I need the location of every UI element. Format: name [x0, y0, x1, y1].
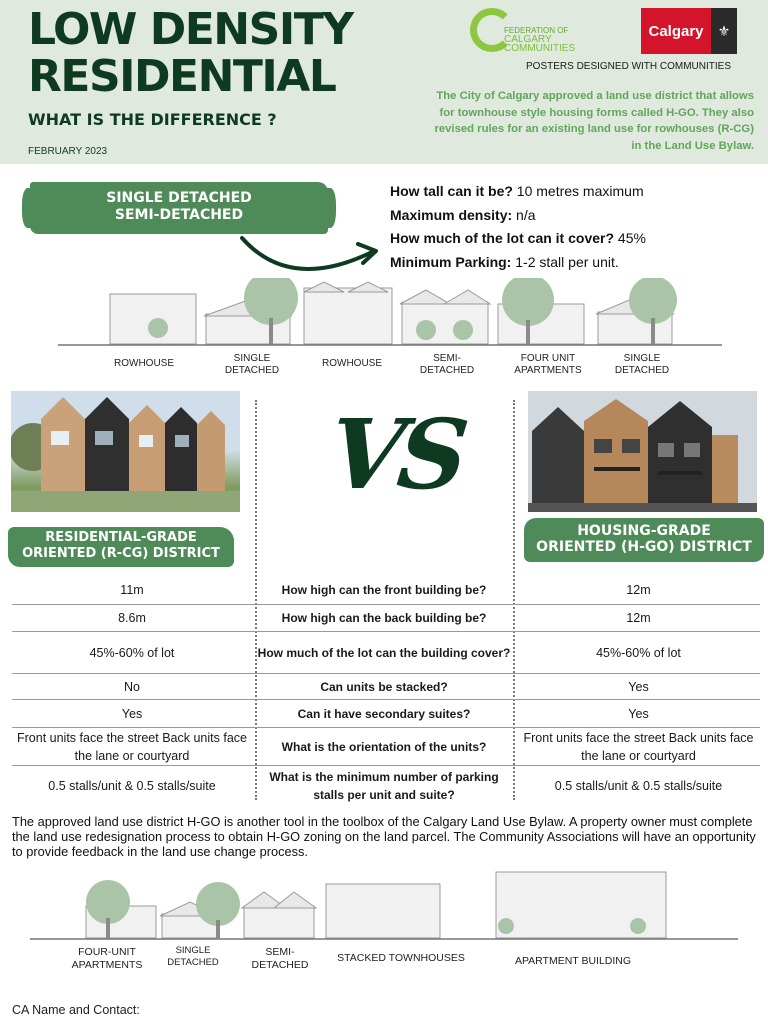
bottom-label-single-detached: SINGLE DETACHED	[167, 945, 219, 968]
posters-credit: POSTERS DESIGNED WITH COMMUNITIES	[526, 61, 732, 72]
rcg-label-line1: RESIDENTIAL-GRADE	[45, 530, 197, 545]
federation-logo-line1: FEDERATION OF	[504, 26, 569, 35]
publish-date: FEBRUARY 2023	[28, 146, 108, 157]
single-detached-label-line1: SINGLE DETACHED	[106, 190, 252, 206]
hgo-value: Front units face the street Back units face the lane or courtyard	[523, 730, 754, 763]
comparison-table	[12, 576, 760, 806]
question: How high can the front building be?	[281, 583, 487, 597]
bottom-streetscape-illustration	[30, 868, 738, 944]
table-row	[12, 576, 760, 605]
street-label-semi-detached: SEMI- DETACHED	[419, 353, 475, 376]
intro-text: The City of Calgary approved a land use district that allows for townhouse style housing forms called H-GO. They also revised rules for an existing land use for rowhouses (R-CG) in the Land Use Bylaw.	[434, 90, 754, 152]
hgo-townhouse-image	[528, 391, 757, 512]
hgo-value: Yes	[628, 706, 649, 721]
rcg-district-label	[8, 527, 234, 567]
curved-arrow-icon	[230, 232, 390, 280]
bottom-label-apartment-building: APARTMENT BUILDING	[514, 955, 632, 967]
street-label-rowhouse-1: ROWHOUSE	[114, 358, 174, 369]
rcg-value: Yes	[121, 706, 143, 721]
bottom-label-stacked-townhouses: STACKED TOWNHOUSES	[337, 952, 465, 964]
hgo-photo	[528, 391, 757, 512]
single-detached-facts	[390, 180, 646, 274]
hgo-district-label	[524, 518, 764, 562]
table-row	[12, 700, 760, 728]
hgo-value: Yes	[628, 679, 649, 694]
explanation-paragraph: The approved land use district H-GO is another tool in the toolbox of the Calgary Land Use Bylaw. A property owner must complete the land use redesignation process to obtain H-GO zoning on the land parcel. The Community Associations will have an opportunity to provide feedback in the land use change process.	[12, 814, 756, 859]
hgo-value: 12m	[626, 611, 651, 625]
ca-contact: CA Name and Contact:	[12, 1003, 140, 1017]
federation-logo	[470, 8, 620, 54]
table-row	[12, 766, 760, 806]
question: Can units be stacked?	[320, 679, 448, 694]
hgo-value: 12m	[626, 583, 651, 597]
rcg-rowhouse-image	[11, 391, 240, 512]
rcg-value: 8.6m	[118, 611, 146, 625]
rcg-value: 45%-60% of lot	[89, 645, 175, 660]
question: How high can the back building be?	[281, 611, 487, 625]
hgo-label-line2: ORIENTED (H-GO) DISTRICT	[536, 539, 752, 555]
street-label-four-unit: FOUR UNIT APARTMENTS	[514, 353, 582, 376]
hgo-value: 45%-60% of lot	[596, 645, 681, 660]
table-row	[12, 674, 760, 700]
hgo-label-line1: HOUSING-GRADE	[577, 523, 711, 539]
single-detached-label-line2: SEMI-DETACHED	[114, 207, 244, 223]
page-title	[28, 6, 353, 100]
table-row	[12, 605, 760, 632]
rcg-value: Front units face the street Back units face the lane or courtyard	[17, 730, 247, 763]
hgo-value: 0.5 stalls/unit & 0.5 stalls/suite	[554, 779, 723, 793]
fact-lot-cover: How much of the lot can it cover? 45%	[390, 230, 646, 246]
page-subtitle: WHAT IS THE DIFFERENCE ?	[28, 110, 277, 129]
rcg-photo	[11, 391, 240, 512]
single-detached-label	[30, 182, 328, 234]
question: Can it have secondary suites?	[297, 706, 471, 721]
vs-graphic: VS	[324, 398, 468, 511]
street-label-single-detached-2: SINGLE DETACHED	[614, 353, 670, 376]
rcg-value: No	[124, 679, 140, 694]
fact-density: Maximum density: n/a	[390, 206, 536, 223]
bottom-label-four-unit: FOUR-UNIT APARTMENTS	[71, 946, 143, 971]
streetscape-illustration	[58, 278, 722, 350]
question: What is the orientation of the units?	[281, 739, 487, 754]
fact-parking: Minimum Parking: 1-2 stall per unit.	[390, 253, 619, 270]
question: How much of the lot can the building cover?	[257, 645, 511, 660]
question: What is the minimum number of parking stalls per unit and suite?	[269, 770, 499, 802]
rcg-label-line2: ORIENTED (R-CG) DISTRICT	[22, 546, 220, 561]
federation-logo-line2: CALGARY COMMUNITIES	[504, 34, 576, 54]
calgary-wordmark: Calgary	[641, 8, 711, 54]
street-label-single-detached-1: SINGLE DETACHED	[224, 353, 280, 376]
calgary-crest-icon: ⚜	[711, 8, 737, 54]
title-line-1: LOW DENSITY	[28, 4, 353, 55]
rcg-value: 11m	[120, 583, 144, 597]
header-banner	[0, 0, 768, 164]
rcg-value: 0.5 stalls/unit & 0.5 stalls/suite	[48, 779, 216, 793]
table-row	[12, 632, 760, 674]
bottom-label-semi-detached: SEMI- DETACHED	[251, 946, 309, 971]
street-label-rowhouse-2: ROWHOUSE	[322, 358, 382, 369]
fact-height: How tall can it be? 10 metres maximum	[390, 183, 644, 199]
table-row	[12, 728, 760, 766]
title-line-2: RESIDENTIAL	[28, 51, 336, 102]
calgary-logo	[641, 8, 737, 54]
